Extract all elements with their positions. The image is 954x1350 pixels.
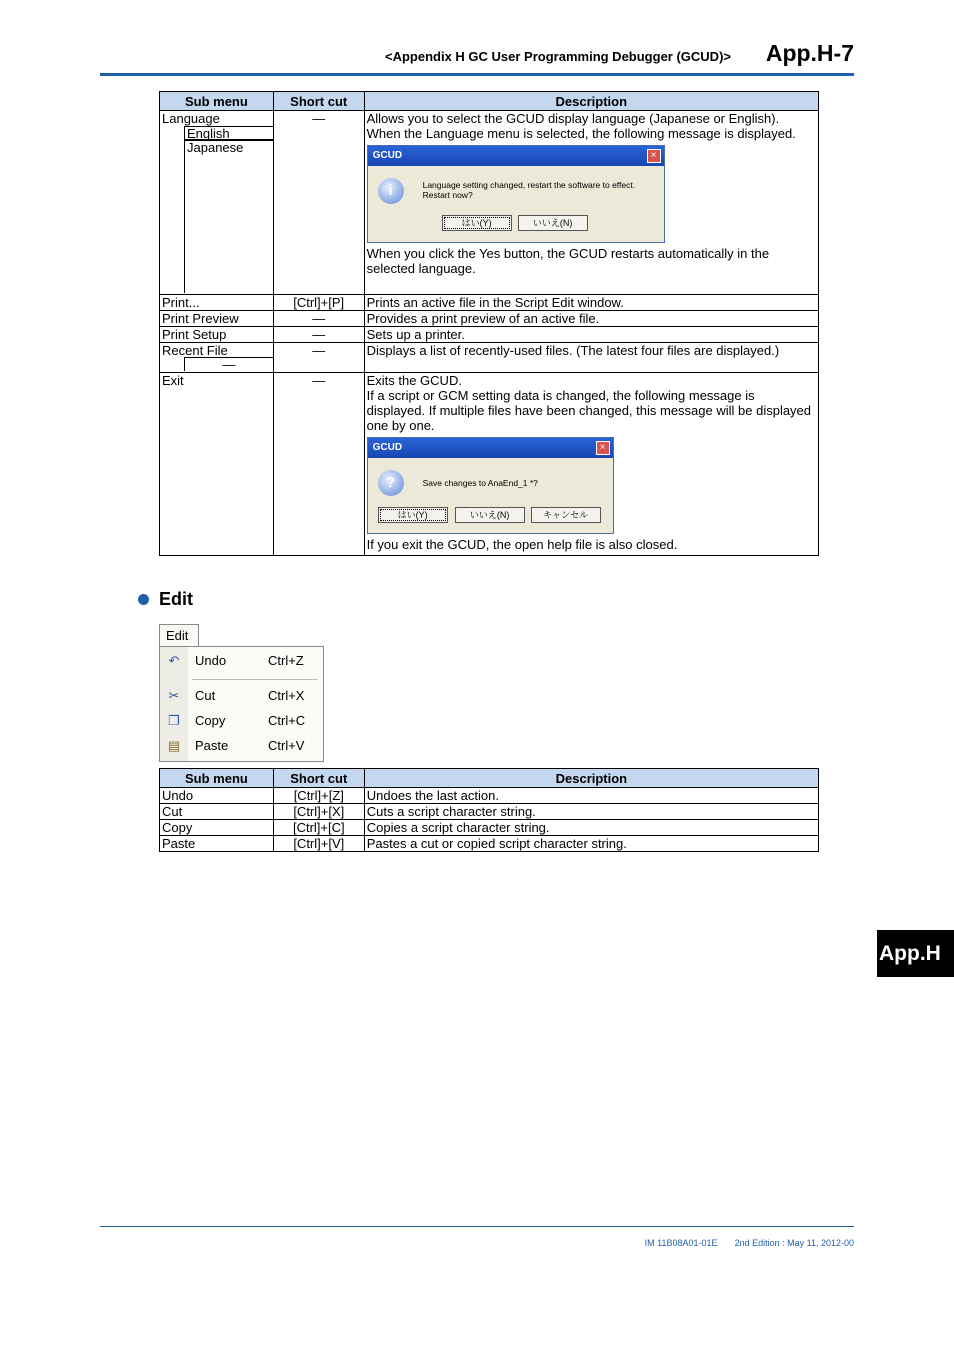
sub-menu-cell	[160, 343, 274, 373]
menu-item-shortcut: Ctrl+C	[268, 713, 306, 728]
sub-menu-recent-list: —	[184, 357, 274, 371]
sub-menu-cell	[160, 111, 274, 295]
edit-menu-dropdown	[159, 646, 324, 762]
shortcut-cell: [Ctrl]+[Z]	[273, 788, 364, 804]
shortcut-cell: —	[273, 343, 364, 373]
menu-item-label: Cut	[195, 688, 216, 703]
table-header-row	[160, 769, 819, 788]
menu-item-paste[interactable]	[160, 735, 323, 757]
no-button[interactable]: いいえ(N)	[518, 215, 588, 231]
description-text: If you exit the GCUD, the open help file is also closed.	[366, 537, 678, 552]
col-header-short-cut: Short cut	[273, 769, 364, 788]
sub-menu-cell: Copy	[160, 820, 274, 836]
sub-menu-cell: Undo	[160, 788, 274, 804]
shortcut-cell: [Ctrl]+[C]	[273, 820, 364, 836]
footer-rule	[100, 1226, 854, 1227]
description-cell: Copies a script character string.	[364, 820, 818, 836]
sub-menu-cell: Exit	[160, 373, 274, 556]
cancel-button[interactable]: キャンセル	[531, 507, 601, 523]
table-row	[160, 804, 819, 820]
sub-menu-english: English	[184, 126, 274, 140]
col-header-short-cut: Short cut	[273, 92, 364, 111]
shortcut-cell: [Ctrl]+[P]	[273, 295, 364, 311]
menu-item-label: Paste	[195, 738, 229, 753]
table-row	[160, 295, 819, 311]
description-cell: Pastes a cut or copied script character string.	[364, 836, 818, 852]
table-row	[160, 343, 819, 373]
yes-button[interactable]: はい(Y)	[378, 507, 448, 523]
menu-item-copy[interactable]	[160, 710, 323, 732]
info-icon: i	[378, 178, 404, 204]
col-header-sub-menu: Sub menu	[160, 769, 274, 788]
menu-separator	[192, 679, 318, 680]
sub-menu-cell: Print Setup	[160, 327, 274, 343]
shortcut-cell: —	[273, 327, 364, 343]
description-text: Allows you to select the GCUD display language (Japanese or English). When the Language menu is selected, the following message is displayed.	[366, 111, 796, 141]
menu-item-label: Copy	[195, 713, 226, 728]
section-bullet-icon	[138, 594, 149, 605]
sub-menu-cell: Print Preview	[160, 311, 274, 327]
menu-item-undo[interactable]	[160, 650, 323, 672]
copy-icon: ❐	[168, 713, 180, 728]
footer	[500, 1238, 854, 1248]
menu-item-shortcut: Ctrl+V	[268, 738, 305, 753]
close-icon[interactable]: ×	[596, 441, 610, 455]
table-header-row	[160, 92, 819, 111]
description-cell: Provides a print preview of an active file.	[364, 311, 818, 327]
running-header: <Appendix H GC User Programming Debugger (GCUD)>	[385, 49, 731, 64]
menu-item-shortcut: Ctrl+Z	[268, 653, 304, 668]
description-cell: Prints an active file in the Script Edit window.	[364, 295, 818, 311]
table-row	[160, 373, 819, 556]
shortcut-cell: —	[273, 311, 364, 327]
col-header-sub-menu: Sub menu	[160, 92, 274, 111]
undo-icon: ↶	[168, 653, 180, 668]
header-rule	[100, 73, 854, 76]
yes-button[interactable]: はい(Y)	[442, 215, 512, 231]
page-number: App.H-7	[765, 40, 854, 66]
shortcut-cell: [Ctrl]+[V]	[273, 836, 364, 852]
description-text: Exits the GCUD. If a script or GCM setting data is changed, the following message is displayed. If multiple files have been changed, this message will be displayed one by one.	[366, 373, 812, 433]
footer-edition: 2nd Edition : May 11, 2012-00	[734, 1238, 854, 1248]
table-row	[160, 788, 819, 804]
table-row	[160, 111, 819, 295]
close-icon[interactable]: ×	[647, 149, 661, 163]
footer-doc-id: IM 11B08A01-01E	[644, 1238, 718, 1248]
col-header-description: Description	[364, 769, 818, 788]
language-dialog	[367, 145, 665, 243]
dialog-title: GCUD	[368, 146, 664, 166]
section-title-edit: Edit	[159, 589, 193, 609]
description-cell: Undoes the last action.	[364, 788, 818, 804]
edit-menu-table	[159, 768, 819, 852]
table-row	[160, 311, 819, 327]
appendix-side-tab: App.H	[877, 930, 954, 977]
menu-item-cut[interactable]	[160, 685, 323, 707]
shortcut-cell: [Ctrl]+[X]	[273, 804, 364, 820]
sub-menu-recent-file: Recent File	[162, 343, 228, 358]
table-row	[160, 327, 819, 343]
description-cell: Sets up a printer.	[364, 327, 818, 343]
dialog-message: Language setting changed, restart the software to effect. Restart now?	[422, 180, 636, 200]
description-cell: Displays a list of recently-used files. (The latest four files are displayed.)	[364, 343, 818, 373]
description-cell: Cuts a script character string.	[364, 804, 818, 820]
sub-menu-cell: Cut	[160, 804, 274, 820]
sub-menu-language: Language	[162, 111, 220, 126]
shortcut-cell: —	[273, 111, 364, 295]
scissors-icon: ✂	[168, 688, 180, 703]
sub-menu-cell: Paste	[160, 836, 274, 852]
file-menu-table	[159, 91, 819, 556]
dialog-title: GCUD	[368, 438, 613, 458]
no-button[interactable]: いいえ(N)	[455, 507, 525, 523]
description-cell	[364, 373, 818, 556]
sub-menu-cell: Print...	[160, 295, 274, 311]
description-text: When you click the Yes button, the GCUD restarts automatically in the selected language.	[366, 246, 770, 276]
shortcut-cell: —	[273, 373, 364, 556]
menu-item-shortcut: Ctrl+X	[268, 688, 305, 703]
save-dialog	[367, 437, 614, 534]
menu-item-label: Undo	[195, 653, 227, 668]
col-header-description: Description	[364, 92, 818, 111]
sub-menu-japanese: Japanese	[184, 140, 274, 154]
edit-menu-tab[interactable]: Edit	[159, 624, 199, 646]
table-row	[160, 820, 819, 836]
table-row	[160, 836, 819, 852]
question-icon: ?	[378, 470, 404, 496]
paste-icon: ▤	[167, 738, 181, 753]
description-cell	[364, 111, 818, 295]
dialog-message: Save changes to AnaEnd_1 *?	[422, 478, 538, 488]
